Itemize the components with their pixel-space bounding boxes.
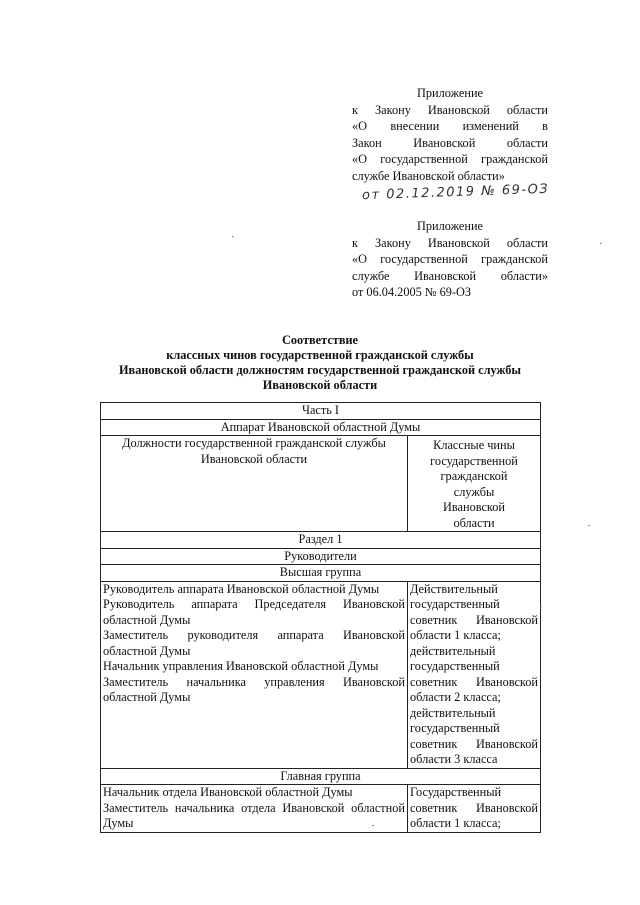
positions-cell	[101, 785, 408, 833]
annex-line: к Закону Ивановской области	[352, 235, 548, 250]
table-section-title: Раздел 1	[101, 532, 541, 549]
scan-speck	[540, 606, 542, 607]
annex-block-original	[352, 218, 548, 301]
annex-block-amendment	[352, 85, 548, 184]
annex-line: «О внесении изменений в	[352, 119, 548, 133]
handwritten-date-number: от 02.12.2019 № 69-ОЗ	[361, 181, 550, 204]
annex-line: от 06.04.2005 № 69-ОЗ	[352, 285, 472, 299]
scan-speck	[232, 236, 234, 237]
table-group-title: Главная группа	[101, 768, 541, 785]
rank-item: Государственный советник Ивановской области 1 класса;	[410, 785, 538, 830]
rank-item: действительный государственный советник Ивановской области 3 класса	[410, 705, 538, 766]
ranks-cell	[408, 785, 541, 833]
ranks-table	[100, 402, 541, 833]
column-header-ranks: Классные чины государственной гражданской службы Ивановской области	[408, 436, 541, 532]
heading-line: классных чинов государственной гражданской службы	[166, 348, 474, 362]
table-group-title: Высшая группа	[101, 565, 541, 582]
position-item: Начальник отдела Ивановской областной Думы	[103, 785, 353, 799]
table-part-title: Часть I	[101, 403, 541, 420]
table-apparatus-title: Аппарат Ивановской областной Думы	[101, 419, 541, 436]
table-category-title: Руководители	[101, 548, 541, 565]
position-item: Заместитель руководителя аппарата Ивановской областной Думы	[103, 628, 405, 658]
annex-title: Приложение	[417, 219, 483, 233]
heading-line: Ивановской области должностям государственной гражданской службы	[118, 363, 521, 377]
annex-line: к Закону Ивановской области	[352, 102, 548, 117]
position-item: Заместитель начальника отдела Ивановской областной Думы	[103, 800, 405, 830]
rank-item: Действительный государственный советник Ивановской области 1 класса;	[410, 581, 538, 642]
ranks-cell	[408, 581, 541, 768]
annex-title: Приложение	[417, 86, 483, 100]
position-item: Руководитель аппарата Ивановской областной Думы	[103, 581, 380, 596]
position-item: Руководитель аппарата Председателя Ивановской областной Думы	[103, 597, 405, 627]
heading-line: Ивановской области	[262, 378, 378, 392]
document-heading	[100, 333, 540, 393]
rank-item: действительный государственный советник Ивановской области 2 класса;	[410, 643, 538, 704]
positions-cell	[101, 581, 408, 768]
scan-speck	[588, 525, 590, 526]
annex-line: службе Ивановской области»	[352, 168, 505, 183]
scan-speck	[600, 243, 602, 244]
annex-line: «О государственной гражданской	[352, 252, 548, 266]
heading-line: Соответствие	[281, 333, 359, 347]
position-item: Начальник управления Ивановской областной Думы	[103, 659, 379, 673]
annex-line: Закон Ивановской области	[352, 135, 548, 150]
annex-line: «О государственной гражданской	[352, 152, 548, 166]
scan-speck	[372, 825, 374, 826]
column-header-positions: Должности государственной гражданской службы Ивановской области	[101, 436, 408, 532]
position-item: Заместитель начальника управления Ивановской областной Думы	[103, 674, 405, 704]
annex-line: службе Ивановской области»	[352, 268, 548, 283]
